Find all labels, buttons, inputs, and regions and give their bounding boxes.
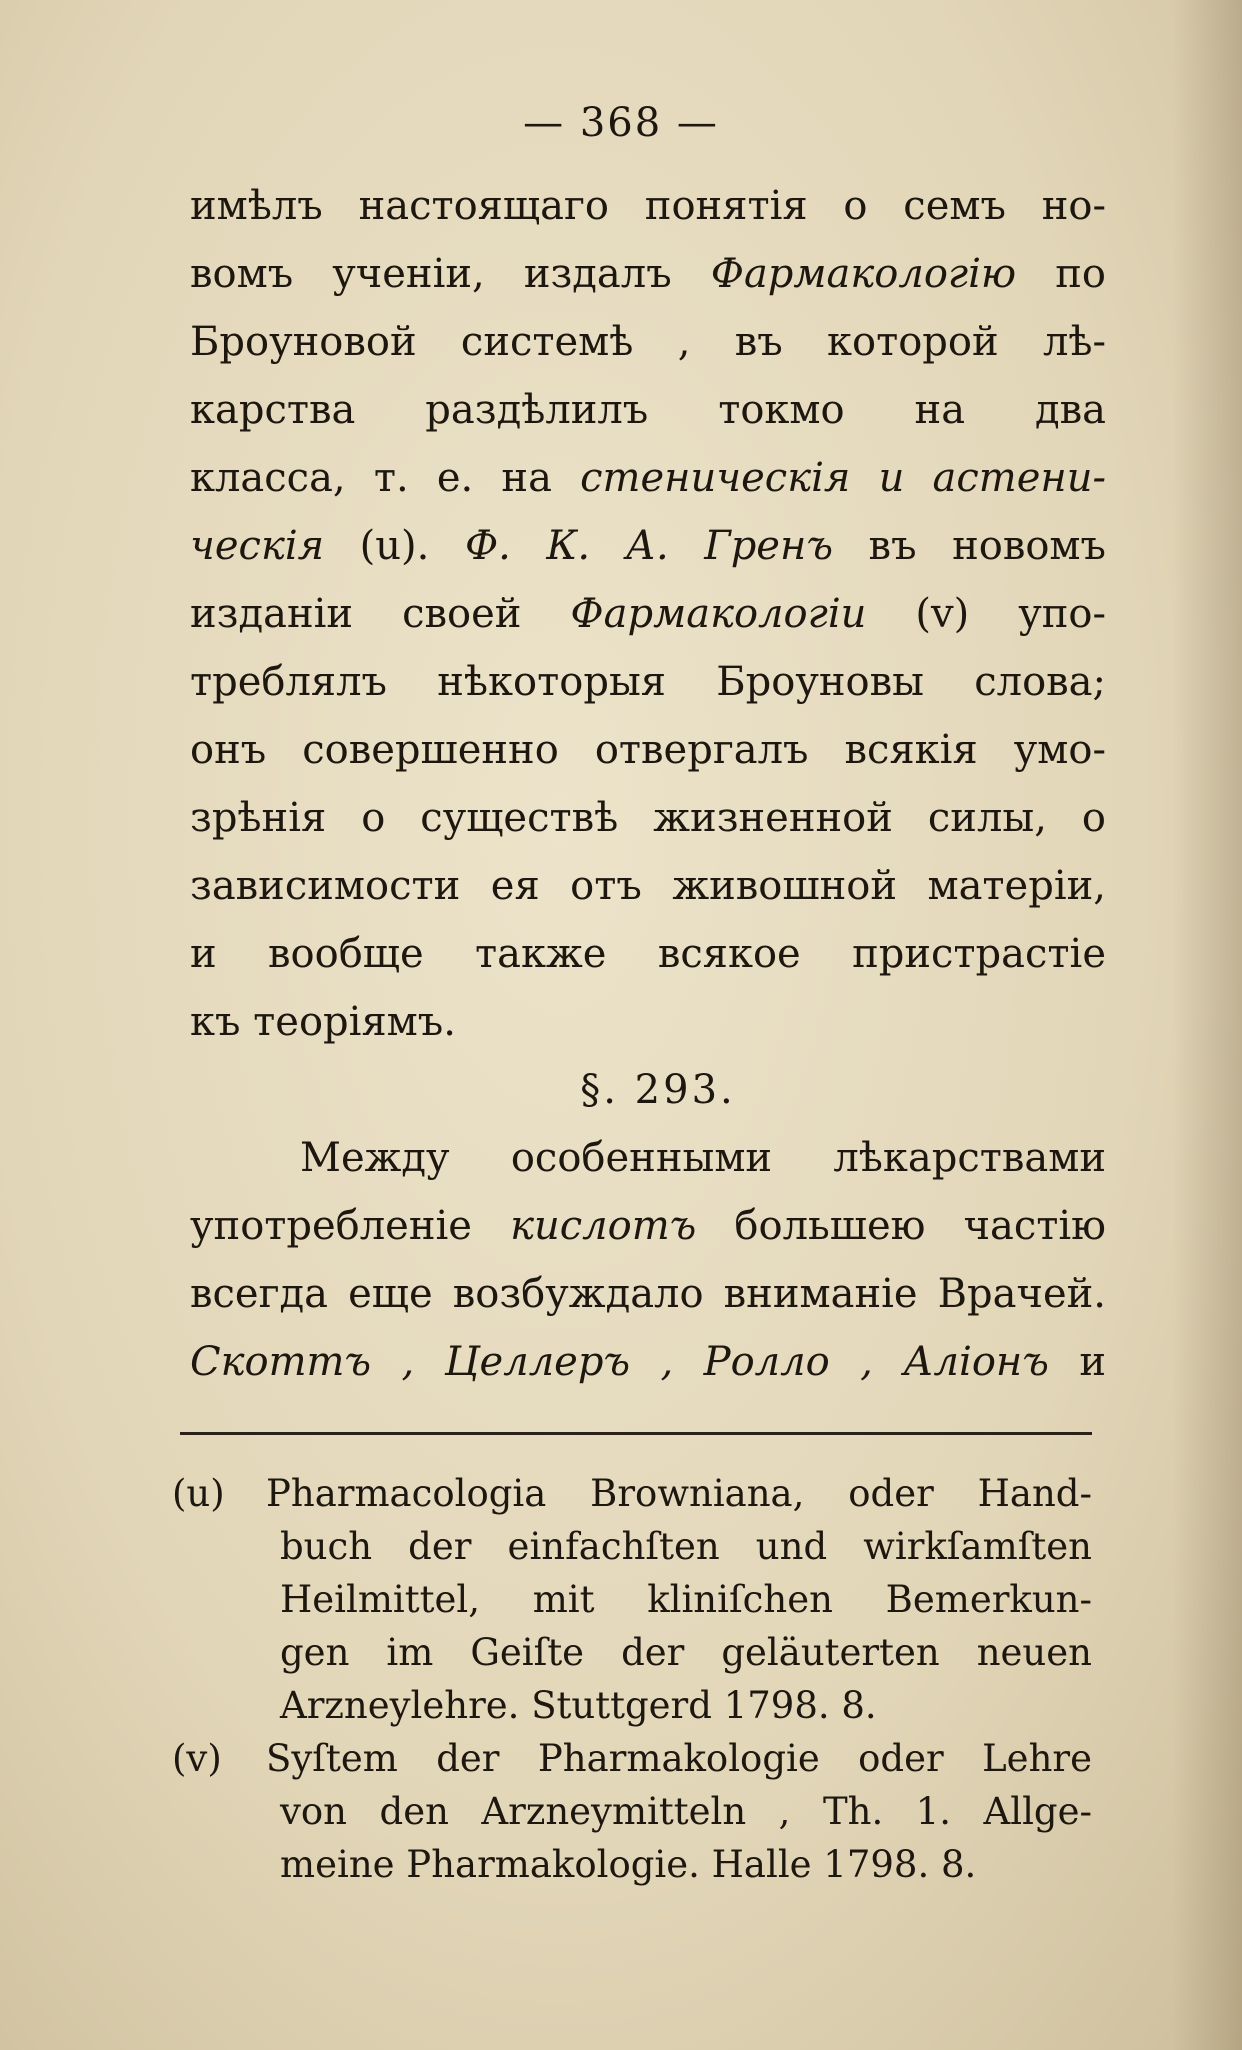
- footnote-u-line: gen im Geiſte der geläuterten neuen: [280, 1631, 1092, 1674]
- footnote-v-line: von den Arzneymitteln , Th. 1. Allge-: [280, 1790, 1092, 1833]
- text-line: Скоттъ , Целлеръ , Ролло , Аліонъ и: [190, 1339, 1106, 1385]
- text-line: употребленіе кислотъ большею частію: [190, 1203, 1107, 1249]
- footnote-divider: [180, 1432, 1092, 1435]
- text-line: вомъ ученіи, издалъ Фармакологію по: [190, 251, 1106, 297]
- page-edge-shadow: [1172, 0, 1242, 2050]
- text-line: класса, т. е. на стеническія и астени-: [190, 455, 1106, 501]
- text-line: всегда еще возбуждало вниманіе Врачей.: [190, 1271, 1106, 1317]
- footnote-u-line: Heilmittel, mit kliniſchen Bemerkun-: [280, 1578, 1092, 1621]
- text-line: треблялъ нѣкоторыя Броуновы слова;: [190, 659, 1106, 705]
- footnote-v-line: meine Pharmakologie. Halle 1798. 8.: [280, 1843, 977, 1886]
- text-line: Между особенными лѣкарствами: [300, 1135, 1106, 1181]
- section-heading: §. 293.: [580, 1067, 736, 1113]
- text-line: ческія (u). Ф. К. А. Гренъ въ новомъ: [190, 523, 1106, 569]
- footnotes: [172, 1467, 1092, 1891]
- text-line: зависимости ея отъ живошной матеріи,: [190, 863, 1106, 909]
- text-line: къ теоріямъ.: [190, 999, 456, 1045]
- text-line: и вообще также всякое пристрастіе: [190, 931, 1106, 977]
- footnote-marker: (v): [172, 1737, 222, 1780]
- main-text: [190, 172, 1106, 1396]
- text-line: Броуновой системѣ , въ которой лѣ-: [190, 319, 1106, 365]
- text-line: имѣлъ настоящаго понятія о семъ но-: [190, 183, 1106, 229]
- footnote-u-line: buch der einfachſten und wirkſamſten: [280, 1525, 1092, 1568]
- text-line: карства раздѣлилъ токмо на два: [190, 387, 1106, 433]
- text-line: изданіи своей Фармакологіи (v) упо-: [190, 591, 1106, 637]
- footnote-v-line: (v) Syſtem der Pharmakologie oder Lehre: [172, 1732, 1092, 1785]
- footnote-u-line: Arzneylehre. Stuttgerd 1798. 8.: [280, 1684, 877, 1727]
- text-line: онъ совершенно отвергалъ всякія умо-: [190, 727, 1106, 773]
- footnote-u-line: (u) Pharmacologia Browniana, oder Hand-: [172, 1467, 1092, 1520]
- footnote-marker: (u): [172, 1472, 225, 1515]
- text-line: зрѣнія о существѣ жизненной силы, о: [190, 795, 1106, 841]
- page-number: — 368 —: [523, 100, 719, 146]
